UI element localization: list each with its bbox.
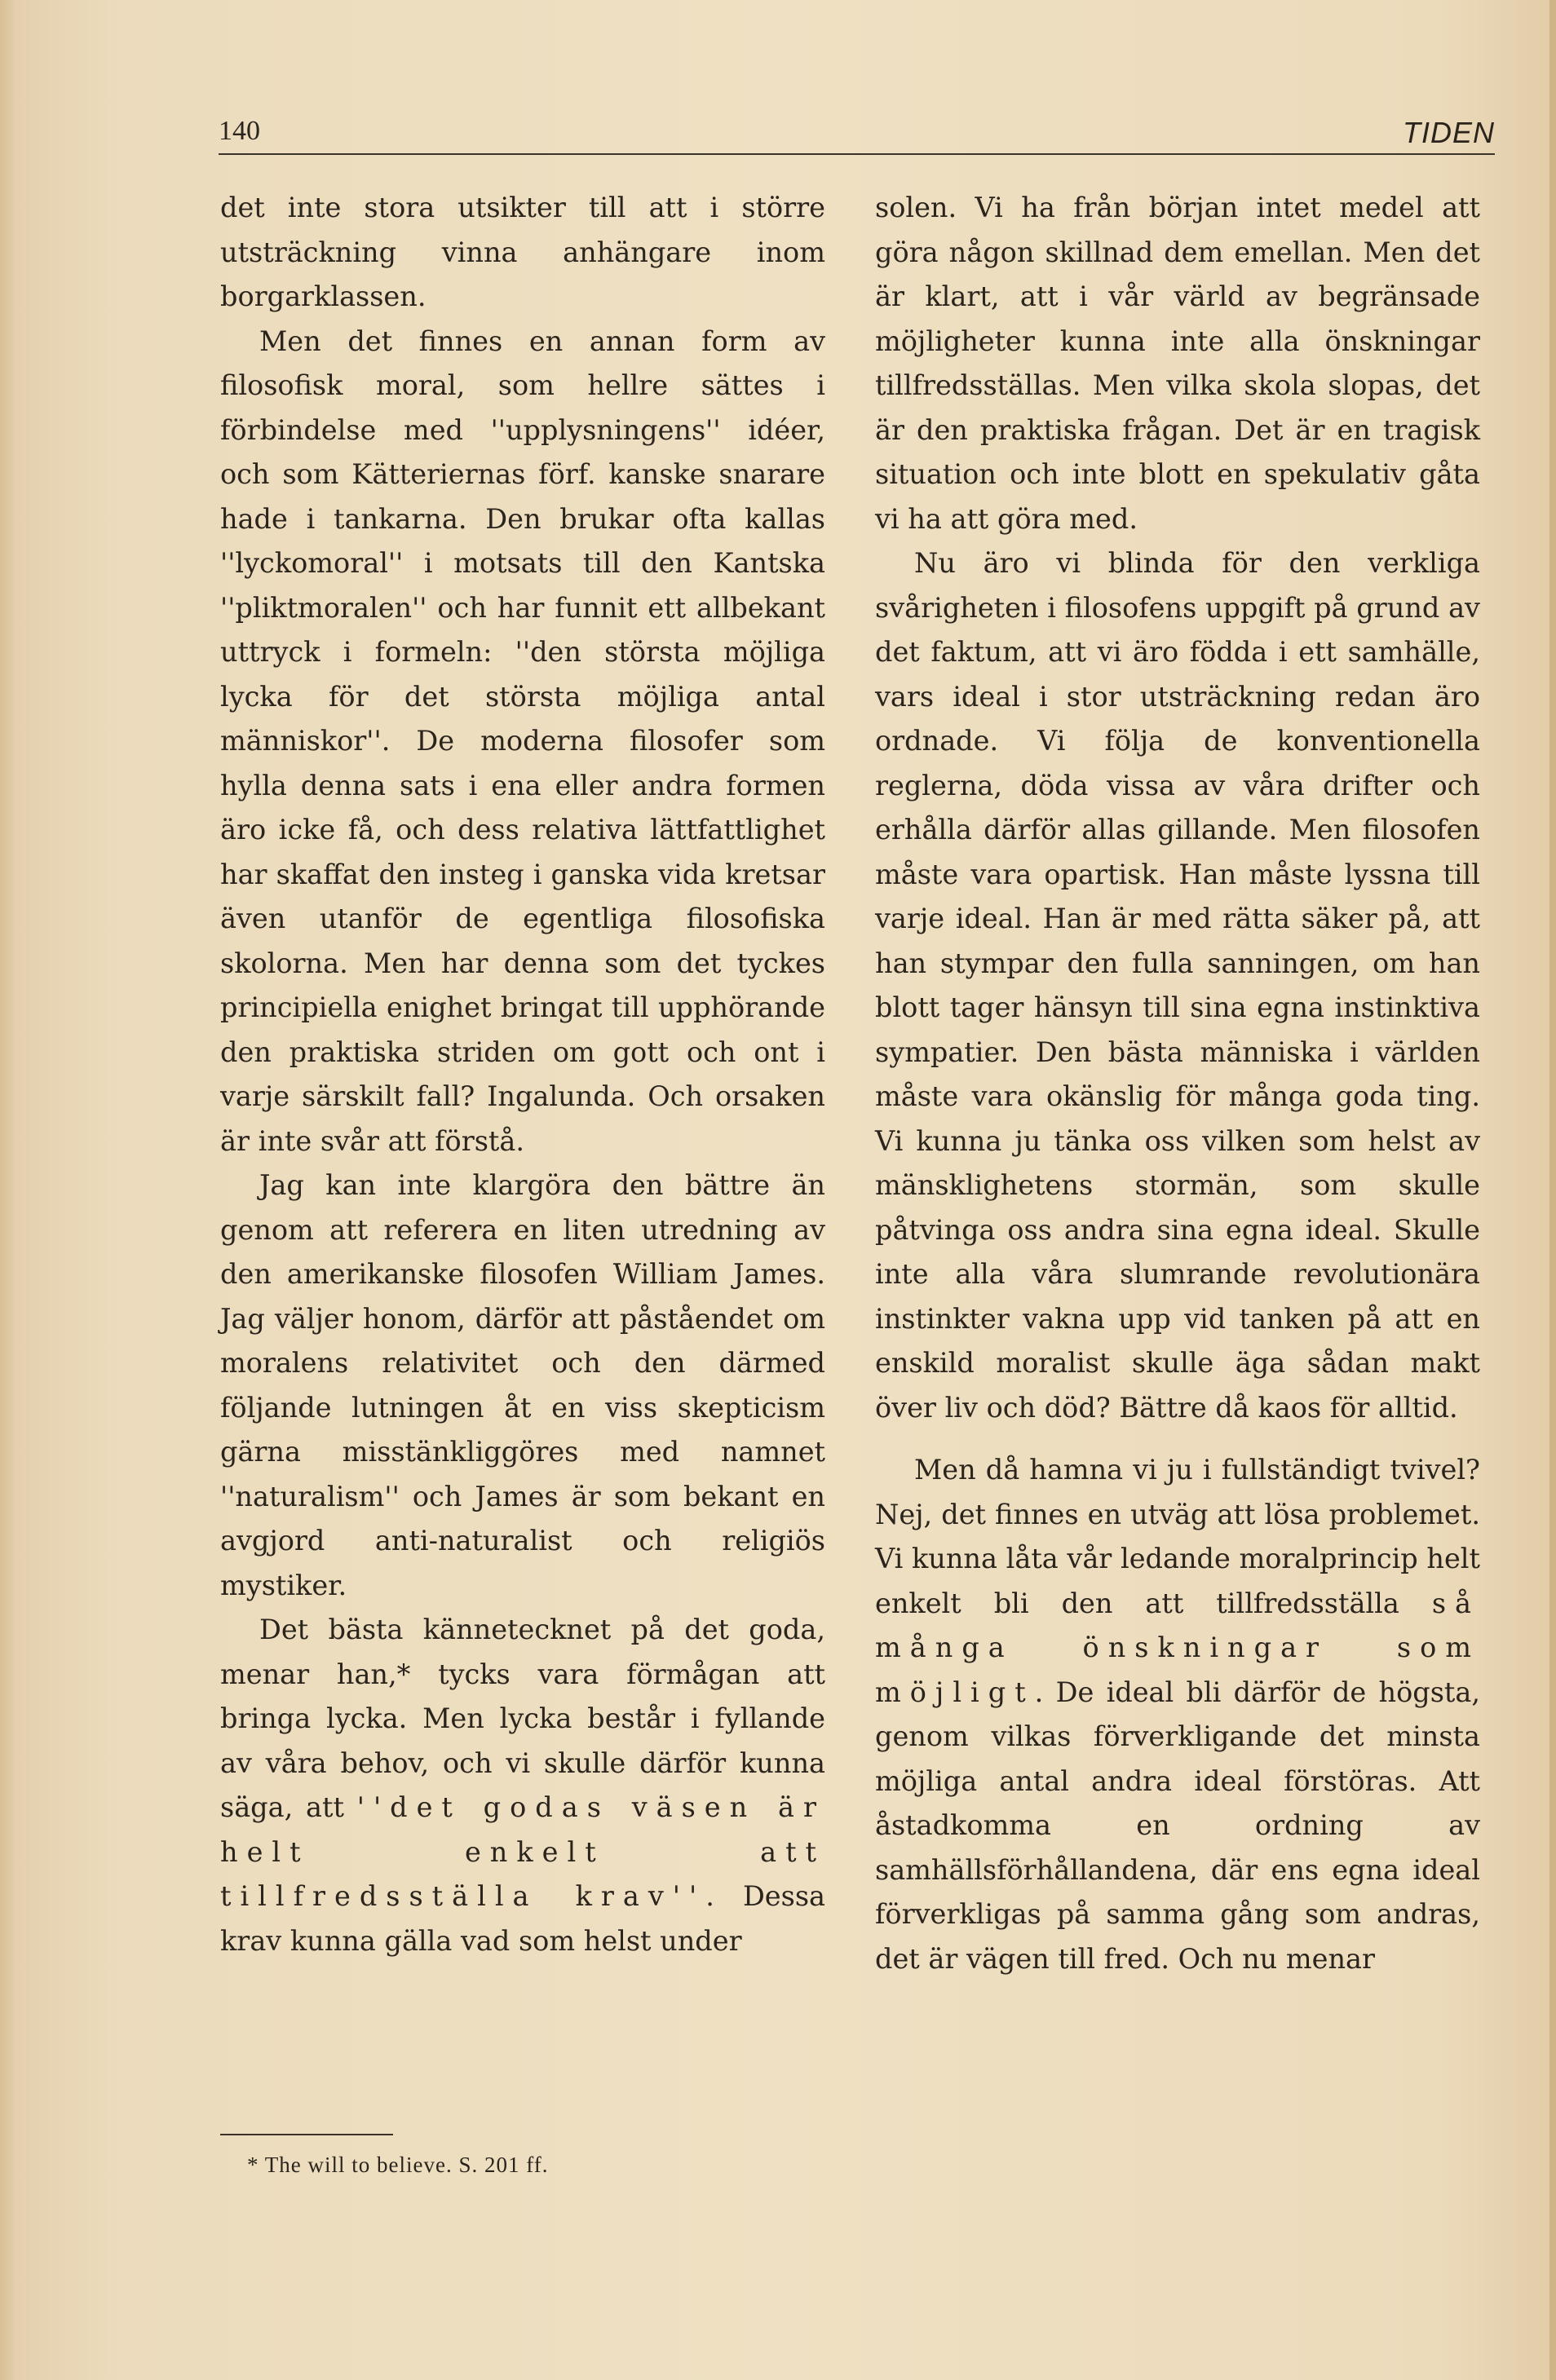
paragraph: det inte stora utsikter till att i större utsträckning vinna anhängare inom borgarklassen. xyxy=(220,192,825,312)
left-column xyxy=(220,186,825,1963)
footnote: * The will to believe. S. 201 ff. xyxy=(247,2153,549,2177)
page-header xyxy=(219,104,1495,155)
paragraph: solen. Vi ha från början intet medel att göra någon skillnad dem emellan. Men det är klart, att i vår värld av begränsade möjligheter kunna inte alla önskningar tillfredsställas. Men vilka skola slopas, det är den praktiska frågan. Det är en tragisk situation och inte blott en spekulativ gåta vi ha att göra med. xyxy=(875,192,1480,535)
paragraph: Nu äro vi blinda för den verkliga svårigheten i filosofens uppgift på grund av det faktum, att vi äro födda i ett samhälle, vars ideal i stor utsträckning redan äro ordnade. Vi följa de konventionella reglerna, döda vissa av våra drifter och erhålla därför allas gillande. Men filosofen måste vara opartisk. Han måste lyssna till varje ideal. Han är med rätta säker på, att han stympar den fulla sanningen, om han blott tager hänsyn till sina egna instinktiva sympatier. Den bästa människa i världen måste vara okänslig för många goda ting. Vi kunna ju tänka oss vilken som helst av mänsklighetens stormän, som skulle påtvinga oss andra sina egna ideal. Skulle inte alla våra slumrande revolutionära instinkter vakna upp vid tanken på att en enskild moralist skulle äga sådan makt över liv och död? Bättre då kaos för alltid. xyxy=(875,547,1480,1424)
text-run: Det bästa kännetecknet på det goda, menar han,* tycks vara förmågan att bringa lycka. Men lycka består i fyllande av våra behov, och vi skulle därför kunna säga, att xyxy=(220,1614,825,1823)
page-number: 140 xyxy=(219,116,260,146)
page-edge-stain xyxy=(1549,0,1556,2380)
running-head: TIDEN xyxy=(1403,116,1495,149)
paragraph: Men det finnes en annan form av filosofisk moral, som hellre sättes i förbindelse med ''upplysningens'' idéer, och som Kätteriernas förf. kanske snarare hade i tankarna. Den brukar ofta kallas ''lyckomoral'' i motsats till den Kantska ''pliktmoralen'' och har funnit ett allbekant uttryck i formeln: ''den största möjliga lycka för det största möjliga antal människor''. De moderna filosofer som hylla denna sats i ena eller andra formen äro icke få, och dess relativa lättfattlighet har skaffat den insteg i ganska vida kretsar även utanför de egentliga filosofiska skolorna. Men har denna som det tyckes principiella enighet bringat till upphörande den praktiska striden om gott och ont i varje särskilt fall? Ingalunda. Och orsaken är inte svår att förstå. xyxy=(220,325,825,1157)
text-run: . Dessa krav kunna gälla vad som helst under xyxy=(220,1880,825,1957)
emphasized-text: ''det godas väsen är helt enkelt att tillfredsställa krav'' xyxy=(220,1791,825,1912)
paragraph: Jag kan inte klargöra den bättre än genom att referera en liten utredning av den amerikanske filosofen William James. Jag väljer honom, därför att påståendet om moralens relativitet och den därmed följande lutningen åt en viss skepticism gärna misstänkliggöres med namnet ''naturalism'' och James är som bekant en avgjord anti-naturalist och religiös mystiker. xyxy=(220,1169,825,1601)
right-column xyxy=(875,186,1480,1981)
paragraph xyxy=(220,1608,825,1963)
text-run: Men då hamna vi ju i fullständigt tvivel? Nej, det finnes en utväg att lösa problemet. Vi kunna låta vår ledande moralprincip helt enkelt bli den att tillfredsställa xyxy=(875,1454,1480,1619)
footnote-rule xyxy=(220,2134,393,2135)
page-edge-shadow xyxy=(0,0,16,2380)
emphasized-text: så många önskningar som möjligt xyxy=(875,1587,1480,1708)
text-run: . De ideal bli därför de högsta, genom vilkas förverkligande det minsta möjliga antal andra ideal förstöras. Att åstadkomma en ordning av samhällsförhållandena, där ens egna ideal förverkligas på samma gång som andras, det är vägen till fred. Och nu menar xyxy=(875,1676,1480,1975)
paragraph xyxy=(875,1448,1480,1981)
